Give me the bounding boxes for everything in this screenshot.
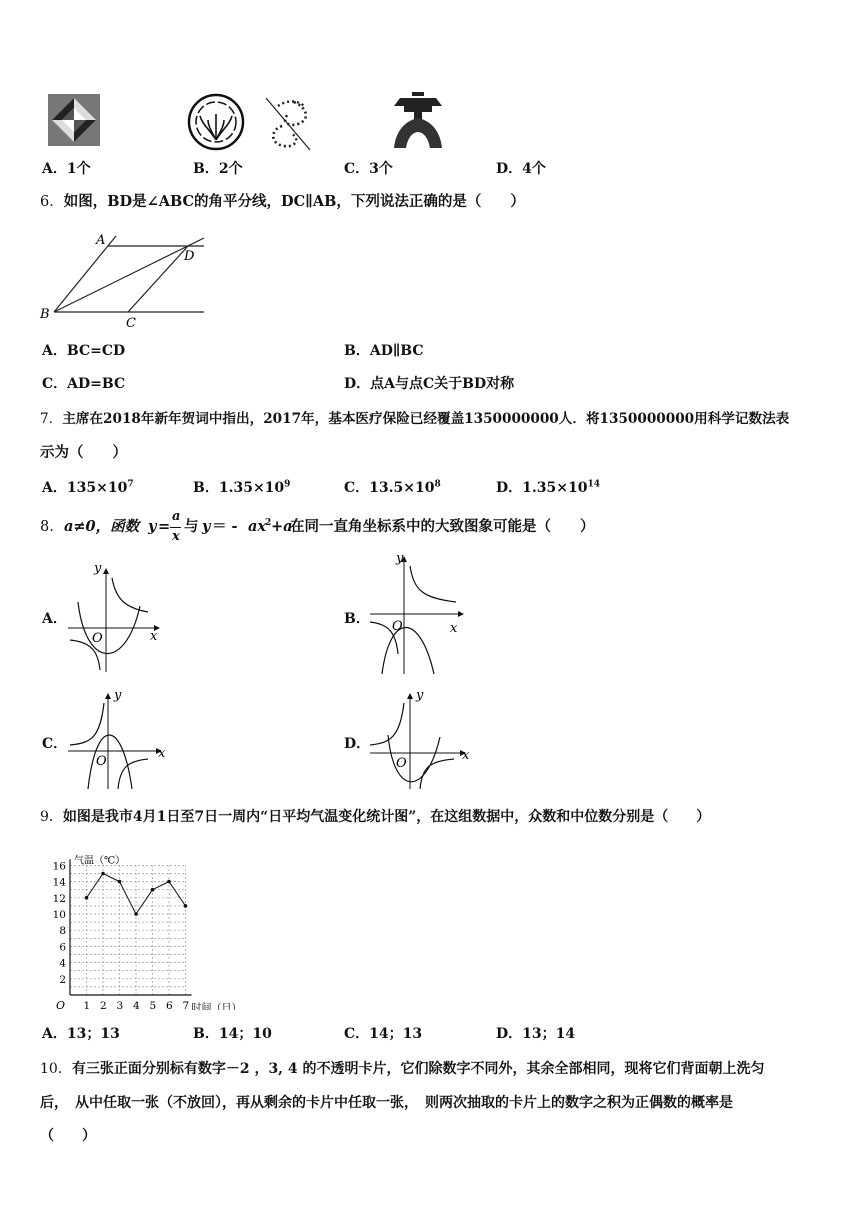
option-exponent: 8 [434,479,441,490]
q7-option-c[interactable] [344,479,441,497]
term-ax: ax [248,518,267,535]
option-text: 4个 [522,161,546,177]
y-axis-label: y [416,688,424,703]
q5-option-a[interactable] [42,160,91,178]
option-key: B． [344,343,370,359]
lantern-figure [394,92,442,148]
option-key: C． [344,480,370,496]
question-text: 主席在2018年新年贺词中指出，2017年，基本医疗保险已经覆盖1350000000人．将1350000000用科学记数法表 [62,411,790,427]
x-tick-label: 6 [166,1000,173,1010]
option-key: D． [344,376,371,392]
q9-line-chart [42,838,252,1010]
q7-stem-line2 [40,444,127,462]
q8-option-a[interactable]: A． [42,611,67,627]
option-key: D． [496,1026,523,1042]
question-number: 6． [40,194,64,210]
x-tick-label: 4 [133,1000,140,1010]
option-text: 14；13 [369,1026,423,1042]
q6-option-b[interactable] [344,342,424,360]
q5-option-b[interactable] [193,160,243,178]
y-tick-label: 10 [52,909,66,921]
q8-graph-a [62,560,172,680]
x-axis-label: x [462,748,470,763]
question-text: 示为（ ） [40,444,127,461]
y-tick-label: 6 [59,941,66,954]
option-text: 1.35×10 [218,480,285,496]
q7-option-b[interactable] [193,479,290,497]
conjunction-text: 与 [184,518,199,535]
option-key: A． [42,480,67,496]
y-tick-label: 12 [52,892,66,905]
y-tick-label: 4 [59,957,66,970]
option-text: AD∥BC [369,343,424,359]
data-point [184,904,188,908]
origin-label: O [56,999,66,1010]
question-text: 如图，BD是∠ABC的角平分线，DC∥AB，下列说法正确的是（ ） [63,193,525,210]
q6-option-a[interactable] [42,342,125,360]
q5-figures [40,88,470,153]
fraction-denominator: x [172,529,180,544]
data-point [85,896,89,900]
option-text: 1.35×10 [522,480,588,496]
option-key: C． [344,1026,370,1042]
label-d: D [184,249,195,264]
q6-figure [38,228,208,328]
question-number: 10． [40,1061,72,1077]
term-plus-a: +a [271,518,293,535]
q6-option-c[interactable] [42,375,125,393]
question-text: 在同一直角坐标系中的大致图象可能是（ ） [290,518,595,535]
option-key: B． [193,161,219,177]
label-a: A [96,233,106,248]
option-text: 14；10 [218,1026,272,1042]
option-exponent: 7 [127,479,134,490]
x-tick-label: 1 [83,1000,91,1010]
q5-option-c[interactable] [344,160,393,178]
y-axis-label: y [396,551,404,566]
condition-text: a≠0，函数 [64,518,140,535]
question-text: 如图是我市4月1日至7日一周内“日平均气温变化统计图”，在这组数据中，众数和中位数分别是（ ） [62,809,711,825]
q8-option-d[interactable]: D． [344,736,371,752]
q9-option-d[interactable] [496,1025,575,1043]
q7-stem-line1 [40,410,789,428]
q8-graph-b [364,550,474,680]
temperature-chart [42,838,252,1010]
option-text: 2个 [218,161,243,177]
question-number: 8． [40,519,64,535]
y-axis-title: 气温（℃） [74,855,126,867]
q7-option-d[interactable] [496,479,600,497]
data-point [167,880,171,884]
data-point [134,912,138,916]
data-point [151,888,155,892]
option-exponent: 14 [587,479,600,490]
y-tick-label: 16 [52,860,66,873]
question-number: 9． [40,809,63,825]
y-axis-label: y [94,561,102,576]
label-b: B [40,307,50,322]
q6-option-d[interactable] [344,375,514,393]
circle-flower-figure [189,95,243,149]
question-number: 7． [40,411,63,427]
option-key: A． [42,161,67,177]
option-text: 点A与点C关于BD对称 [370,376,515,392]
data-point [101,872,105,876]
x-tick-label: 3 [116,1000,124,1010]
q10-stem-line3 [40,1127,96,1145]
q9-option-b[interactable] [193,1025,272,1043]
data-point [118,880,122,884]
option-text: BC=CD [66,343,126,359]
x-tick-label: 5 [149,1000,157,1010]
y-tick-label: 14 [52,876,66,889]
origin-label: O [96,754,107,769]
option-exponent: 9 [284,479,291,490]
q5-option-d[interactable] [496,160,546,178]
label-c: C [126,316,136,328]
q9-option-a[interactable] [42,1025,120,1043]
option-key: D． [496,161,523,177]
option-text: 135×10 [66,480,128,496]
term-square: 2 [265,518,272,528]
option-key: C． [42,376,68,392]
q10-stem-line2 [40,1094,733,1112]
x-tick-label: 2 [100,1000,107,1010]
q8-graph-d [364,685,474,795]
fraction-numerator: a [172,509,181,524]
option-key: A． [42,343,67,359]
origin-label: O [392,619,403,634]
option-text: 13.5×10 [369,480,435,496]
q8-graph-c [62,685,172,795]
q10-stem-line1 [40,1060,765,1078]
dotted-swirl-figure [266,98,310,150]
var-y: y [148,518,157,535]
q8-option-b[interactable]: B． [344,611,370,627]
y-tick-label: 8 [59,925,66,938]
x-axis-title: 时间（日） [191,1003,242,1010]
square-pinwheel-figure [48,94,100,146]
option-text: AD=BC [67,376,126,392]
x-tick-label: 7 [182,1000,190,1010]
var-y2: y [202,518,211,535]
option-text: 1个 [66,161,91,177]
origin-label: O [396,756,407,771]
option-key: D． [496,480,523,496]
question-text: 后， 从中任取一张（不放回），再从剩余的卡片中任取一张， 则两次抽取的卡片上的数字之积为正偶数的概率是 [40,1095,733,1111]
y-tick-label: 2 [59,973,66,986]
option-key: B． [193,480,219,496]
option-text: 13；13 [66,1026,120,1042]
q7-option-a[interactable] [42,479,134,497]
x-axis-label: x [158,746,166,761]
origin-label: O [92,631,103,646]
equals-minus: ＝ - [212,518,238,535]
question-text: （ ） [40,1128,96,1144]
q5-symbol-figures [40,88,470,153]
question-text: 有三张正面分别标有数字－2 ，3, 4 的不透明卡片，它们除数字不同外，其余全部相同，现将它们背面朝上洗匀 [71,1061,765,1077]
option-text: 3个 [369,161,393,177]
option-key: C． [344,161,370,177]
q6-stem [40,193,525,211]
q8-option-c[interactable]: C． [42,736,68,752]
equals-sign: = [158,518,171,535]
x-axis-label: x [450,621,458,636]
x-axis-label: x [150,629,158,644]
option-text: 13；14 [522,1026,576,1042]
q9-stem [40,808,710,826]
option-key: B． [193,1026,219,1042]
q9-option-c[interactable] [344,1025,422,1043]
y-axis-label: y [114,688,122,703]
option-key: A． [42,1026,67,1042]
